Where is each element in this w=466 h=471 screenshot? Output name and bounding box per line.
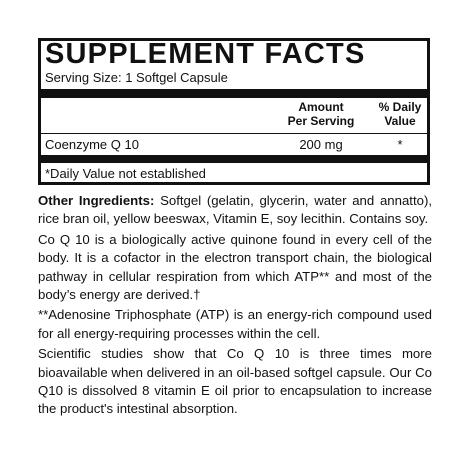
amount-header-line1: Amount xyxy=(298,100,344,114)
thin-divider xyxy=(41,133,427,134)
other-ingredients-list: Softgel (gelatin, glycerin, water and annatto), rice bran oil, yellow beeswax, Vitamin E, soy lecithin. Contains soy. xyxy=(38,193,432,227)
dv-header-line2: Value xyxy=(384,114,416,128)
daily-value-footnote: *Daily Value not established xyxy=(45,166,206,181)
supplement-facts-panel xyxy=(38,38,430,185)
nutrient-name: Coenzyme Q 10 xyxy=(45,137,139,152)
serving-size: Serving Size: 1 Softgel Capsule xyxy=(45,70,228,85)
other-ingredients-label: Other Ingredients: xyxy=(38,193,155,208)
daily-value-header xyxy=(371,100,429,128)
other-ingredients-paragraph xyxy=(38,192,432,229)
dv-header-line1: % Daily xyxy=(378,100,422,114)
amount-header-line2: Per Serving xyxy=(287,114,355,128)
bioavailability-note: Scientific studies show that Co Q 10 is three times more bioavailable when delivered in an oil-based softgel capsule. Our Co Q10 is dissolved 8 vitamin E oil prior to encapsulation to increase the product's intestinal absorption. xyxy=(38,346,432,417)
panel-title: SUPPLEMENT FACTS xyxy=(45,38,366,70)
nutrient-amount: 200 mg xyxy=(299,137,343,152)
description-text xyxy=(38,192,432,421)
amount-header xyxy=(276,100,366,128)
nutrient-daily-value: * xyxy=(397,137,403,152)
thick-divider xyxy=(41,89,427,98)
coq10-description: Co Q 10 is a biologically active quinone found in every cell of the body. It is a cofactor in the electron transport chain, the biological pathway in cellular respiration from which ATP** and most of the body’s energy are derived.† xyxy=(38,231,432,303)
medium-divider xyxy=(41,155,427,163)
atp-note: **Adenosine Triphosphate (ATP) is an energy-rich compound used for all energy-requiring processes within the cell. xyxy=(38,307,432,341)
